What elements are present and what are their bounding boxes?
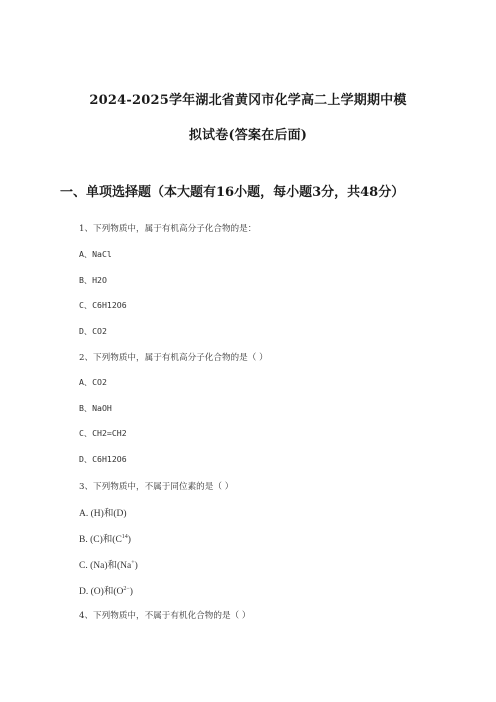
question-1-stem: 1、下列物质中，属于有机高分子化合物的是： xyxy=(79,224,257,234)
question-2-option-c: C、CH2=CH2 xyxy=(79,428,127,438)
question-3-option-a: A. (H)和(D) xyxy=(79,509,127,519)
question-1-option-d: D、CO2 xyxy=(79,326,107,336)
document-title-line-2: 拟试卷(答案在后面) xyxy=(188,128,308,143)
question-3-option-d: D. (O)和$(O^{2-})$ xyxy=(79,586,133,597)
question-2-option-a: A、CO2 xyxy=(79,377,107,387)
question-3-stem: 3、下列物质中，不属于同位素的是（ ） xyxy=(79,482,234,492)
question-1-option-b: B、H2O xyxy=(79,275,107,285)
question-1-option-a: A、NaCl xyxy=(79,249,112,259)
question-2-option-d: D、C6H12O6 xyxy=(79,454,127,464)
section-heading: 一、单项选择题（本大题有16小题，每小题3分，共48分） xyxy=(60,185,405,200)
question-2-option-b: B、NaOH xyxy=(79,403,112,413)
document-title-line-1: 2024-2025学年湖北省黄冈市化学高二上学期期中模 xyxy=(89,93,407,108)
question-1-option-c: C、C6H12O6 xyxy=(79,300,127,310)
question-2-stem: 2、下列物质中，属于有机高分子化合物的是（ ） xyxy=(79,353,268,363)
question-3-option-b: B. (C)和$(C^{14})$ xyxy=(79,534,131,545)
question-4-stem: 4、下列物质中，不属于有机化合物的是（ ） xyxy=(79,611,251,621)
question-3-option-c: C. (Na)和(Na+) xyxy=(79,560,138,571)
